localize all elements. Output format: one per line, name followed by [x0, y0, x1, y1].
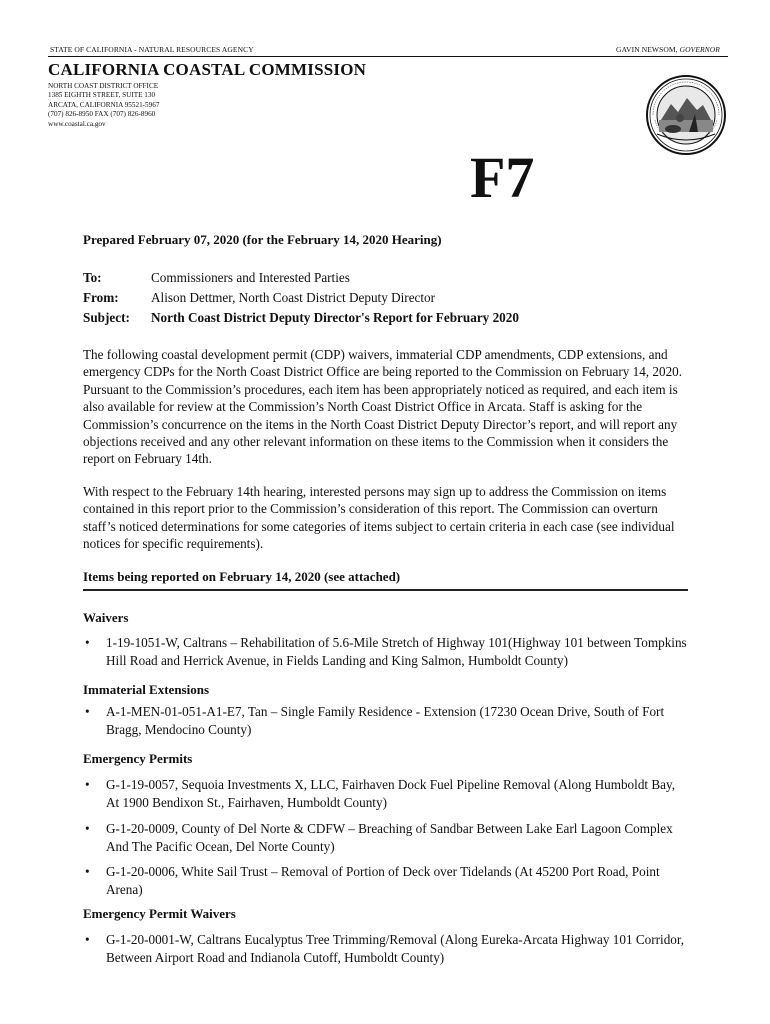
- emergency-permit-waivers-heading: Emergency Permit Waivers: [83, 906, 236, 921]
- subject-row: [83, 308, 519, 328]
- office-address: NORTH COAST DISTRICT OFFICE 1385 EIGHTH STREET, SUITE 130 ARCATA, CALIFORNIA 95521-5967 (707) 826-8950 FAX (707) 826-8960 www.coastal.ca.gov: [48, 82, 160, 128]
- from-label: From:: [83, 290, 119, 305]
- header-rule: [48, 56, 728, 57]
- items-heading: Items being reported on February 14, 2020 (see attached): [83, 569, 401, 584]
- to-row: [83, 268, 519, 288]
- from-row: [83, 288, 519, 308]
- from-value: Alison Dettmer, North Coast District Deputy Director: [151, 290, 436, 305]
- subject-value: North Coast District Deputy Director's Report for February 2020: [151, 310, 519, 325]
- to-value: Commissioners and Interested Parties: [151, 270, 350, 285]
- items-rule: [83, 589, 688, 591]
- memo-header: [83, 268, 519, 328]
- agenda-item-code: F7: [470, 145, 535, 210]
- hearing-paragraph: With respect to the February 14th hearing, interested persons may sign up to address the Commission on items contained in this report prior to the Commission’s consideration of this report. The Commission can overturn staff’s noticed determinations for some categories of items subject to certain criteria in each case (see individual notices for specific requirements).: [83, 484, 675, 552]
- waivers-heading: Waivers: [83, 610, 129, 625]
- state-seal-icon: [645, 74, 727, 156]
- to-label: To:: [83, 270, 102, 285]
- subject-label: Subject:: [83, 310, 130, 325]
- immaterial-extensions-heading: Immaterial Extensions: [83, 682, 210, 697]
- intro-paragraph: The following coastal development permit (CDP) waivers, immaterial CDP amendments, CDP extensions, and emergency CDPs for the North Coast District Office are being reported to the Commission on February 14, 2020. Pursuant to the Commission’s procedures, each item has been appropriately noticed as required, and each item is also available for review at the Commission’s North Coast District Office in Arcata. Staff is asking for the Commission’s concurrence on the items in the North Coast District Deputy Director’s report, and will report any objections received and any other relevant information on these items to the Commission when it considers the report on February 14th.: [83, 347, 683, 467]
- emergency-permits-heading: Emergency Permits: [83, 751, 193, 766]
- governor: GAVIN NEWSOM, GOVERNOR: [616, 45, 720, 54]
- agency-name: STATE OF CALIFORNIA - NATURAL RESOURCES AGENCY: [50, 45, 254, 54]
- prepared-date: Prepared February 07, 2020 (for the February 14, 2020 Hearing): [83, 232, 442, 247]
- commission-title: CALIFORNIA COASTAL COMMISSION: [48, 60, 367, 79]
